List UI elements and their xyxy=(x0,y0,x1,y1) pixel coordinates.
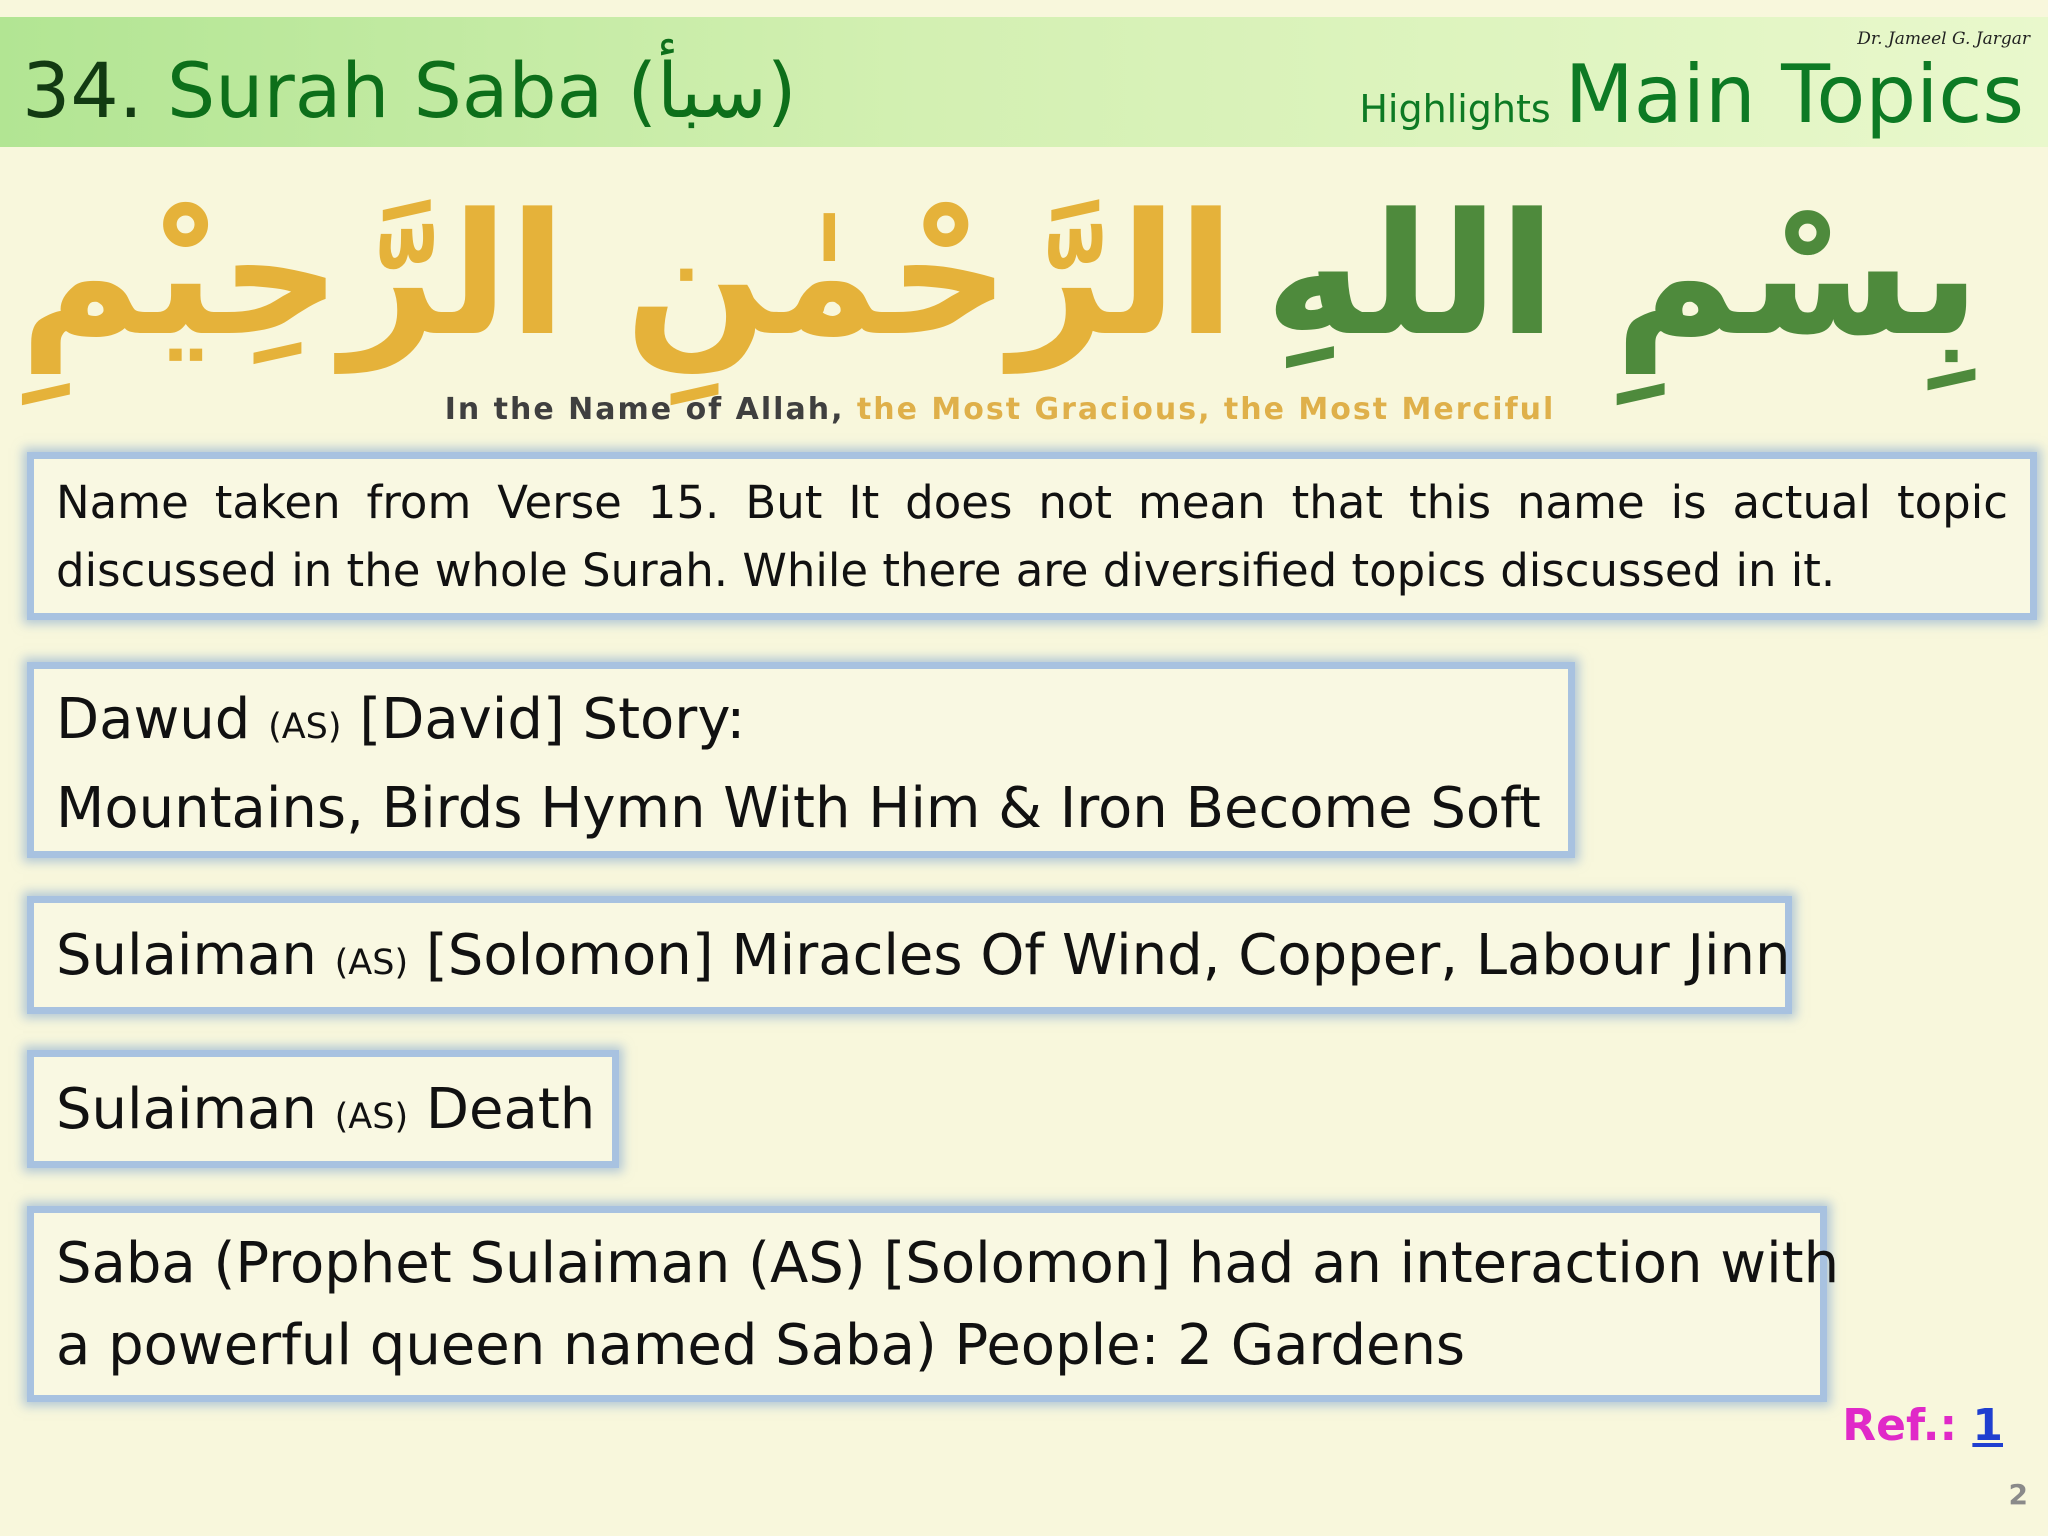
bismillah-translation-part2: the Most Gracious, the Most Merciful xyxy=(856,392,1556,427)
topic-dawud-box xyxy=(27,662,1575,858)
bismillah-arabic-word2: الرَّحْمٰنِ الرَّحِيْمِ xyxy=(19,177,1235,373)
topic-sulaiman-miracles-text: [Solomon] Miracles Of Wind, Copper, Labour Jinn xyxy=(408,923,1791,988)
topic-sulaiman-name: Sulaiman xyxy=(56,923,335,988)
topic-sulaiman-miracles-box xyxy=(27,896,1792,1014)
bismillah-translation xyxy=(320,392,1680,427)
topic-saba-box xyxy=(27,1206,1840,1402)
reference-link[interactable]: 1 xyxy=(1972,1400,2003,1451)
as-honorific: (AS) xyxy=(268,707,342,747)
name-origin-text: Name taken from Verse 15. But It does not mean that this name is actual topic discussed in the whole Surah. While there are diversified topics discussed in it. xyxy=(56,476,2008,597)
reference xyxy=(1842,1400,2003,1451)
topic-sulaiman-name: Sulaiman xyxy=(56,1077,335,1142)
section-heading xyxy=(1359,48,2024,141)
as-honorific: (AS) xyxy=(334,1097,409,1137)
topic-dawud-line1 xyxy=(56,679,1546,768)
author-credit: Dr. Jameel G. Jargar xyxy=(1857,29,2030,49)
page-number: 2 xyxy=(2008,1478,2028,1511)
topic-saba-line1: Saba (Prophet Sulaiman (AS) [Solomon] had an interaction with xyxy=(56,1231,1840,1296)
bismillah-arabic-word1: بِسْمِ اللهِ xyxy=(1264,177,1981,373)
title-bar xyxy=(0,17,2048,147)
reference-label: Ref.: xyxy=(1842,1400,1973,1451)
page-title xyxy=(22,45,796,136)
topic-dawud-title: [David] Story: xyxy=(341,687,746,752)
name-origin-box xyxy=(27,452,2037,620)
topic-sulaiman-death-box xyxy=(27,1050,619,1168)
bismillah-arabic xyxy=(19,160,1981,390)
surah-name: Surah Saba (سبأ) xyxy=(167,46,797,135)
highlights-label: Highlights xyxy=(1359,87,1551,131)
main-topics-label: Main Topics xyxy=(1564,48,2024,141)
bismillah-calligraphy xyxy=(19,160,1981,440)
bismillah-translation-part1: In the Name of Allah, xyxy=(444,392,845,427)
surah-number: 34. xyxy=(22,46,143,135)
topic-dawud-name: Dawud xyxy=(56,687,269,752)
topic-saba-line2: a powerful queen named Saba) People: 2 Gardens xyxy=(56,1313,1466,1378)
as-honorific: (AS) xyxy=(334,943,409,983)
topic-dawud-line2: Mountains, Birds Hymn With Him & Iron Become Soft xyxy=(56,776,1541,841)
topic-sulaiman-death-text: Death xyxy=(408,1077,596,1142)
